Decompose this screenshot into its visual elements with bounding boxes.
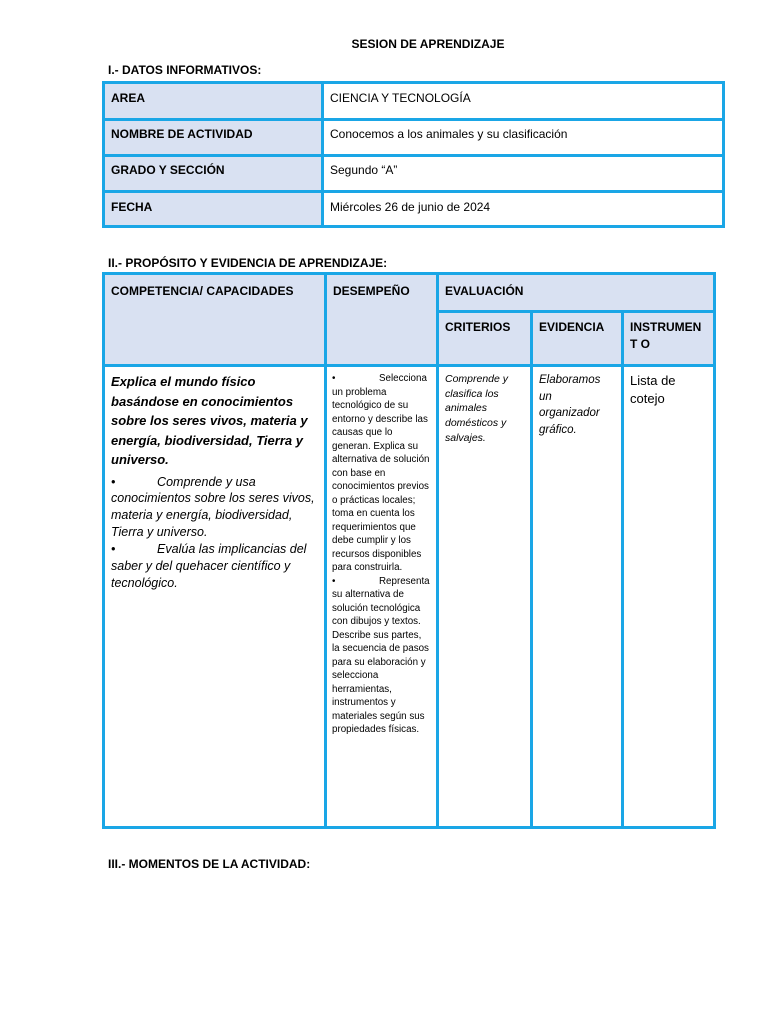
- header-evidencia: EVIDENCIA: [539, 320, 605, 334]
- competencia-main: Explica el mundo físico basándose en conocimientos sobre los seres vivos, materia y energía, biodiversidad, Tierra y universo.: [111, 374, 308, 467]
- capacidad-item: • Comprende y usa conocimientos sobre los seres vivos, materia y energía, biodiversidad, Tierra y universo.: [111, 474, 319, 540]
- section-1-heading: I.- DATOS INFORMATIVOS:: [108, 63, 262, 77]
- row-value-actividad: Conocemos a los animales y su clasificación: [330, 127, 568, 141]
- row-value-fecha: Miércoles 26 de junio de 2024: [330, 200, 491, 214]
- header-criterios: CRITERIOS: [445, 320, 511, 334]
- header-desempeno: DESEMPEÑO: [333, 284, 410, 298]
- header-instrumento: INSTRUMENT O: [630, 320, 702, 351]
- header-evaluacion: EVALUACIÓN: [445, 284, 524, 298]
- row-label-fecha: FECHA: [111, 200, 153, 214]
- desempeno-item: • Selecciona un problema tecnológico de su entorno y describe las causas que lo generan. Explica su alternativa de solución con base en conocimientos previos o prácticas locales; toma en cuenta los requerimientos que debe cumplir y los recursos disponibles para construirla.: [332, 373, 433, 574]
- table-divider: [436, 310, 713, 313]
- evidencia-cell: Elaboramos un organizador gráfico.: [539, 374, 601, 437]
- row-label-grado: GRADO Y SECCIÓN: [111, 163, 225, 177]
- table-divider: [105, 190, 722, 193]
- criterios-cell: Comprende y clasifica los animales domésticos y salvajes.: [445, 373, 509, 444]
- row-label-area: AREA: [111, 91, 146, 105]
- table-divider: [105, 118, 722, 121]
- desempeno-item: • Representa su alternativa de solución tecnológica con dibujos y textos. Describe sus partes, la secuencia de pasos para su elaboración y selecciona herramientas, instrumentos y materiales según sus propiedades físicas.: [332, 575, 433, 736]
- desempeno-cell: [327, 368, 436, 741]
- document-title: SESION DE APRENDIZAJE: [351, 37, 505, 51]
- table-divider: [436, 275, 439, 826]
- datos-informativos-table: [102, 81, 725, 228]
- row-value-area: CIENCIA Y TECNOLOGÍA: [330, 91, 471, 105]
- row-label-actividad: NOMBRE DE ACTIVIDAD: [111, 127, 253, 141]
- instrumento-cell: Lista de cotejo: [630, 373, 676, 406]
- competencia-cell: [105, 368, 324, 596]
- table-divider: [105, 364, 713, 367]
- section-2-heading: II.- PROPÓSITO Y EVIDENCIA DE APRENDIZAJE:: [108, 256, 388, 270]
- proposito-table: [102, 272, 716, 829]
- capacidad-item: • Evalúa las implicancias del saber y del quehacer científico y tecnológico.: [111, 542, 310, 590]
- header-competencia: COMPETENCIA/ CAPACIDADES: [111, 284, 294, 298]
- row-value-grado: Segundo “A”: [330, 163, 398, 177]
- table-divider: [105, 154, 722, 157]
- section-3-heading: III.- MOMENTOS DE LA ACTIVIDAD:: [108, 857, 311, 871]
